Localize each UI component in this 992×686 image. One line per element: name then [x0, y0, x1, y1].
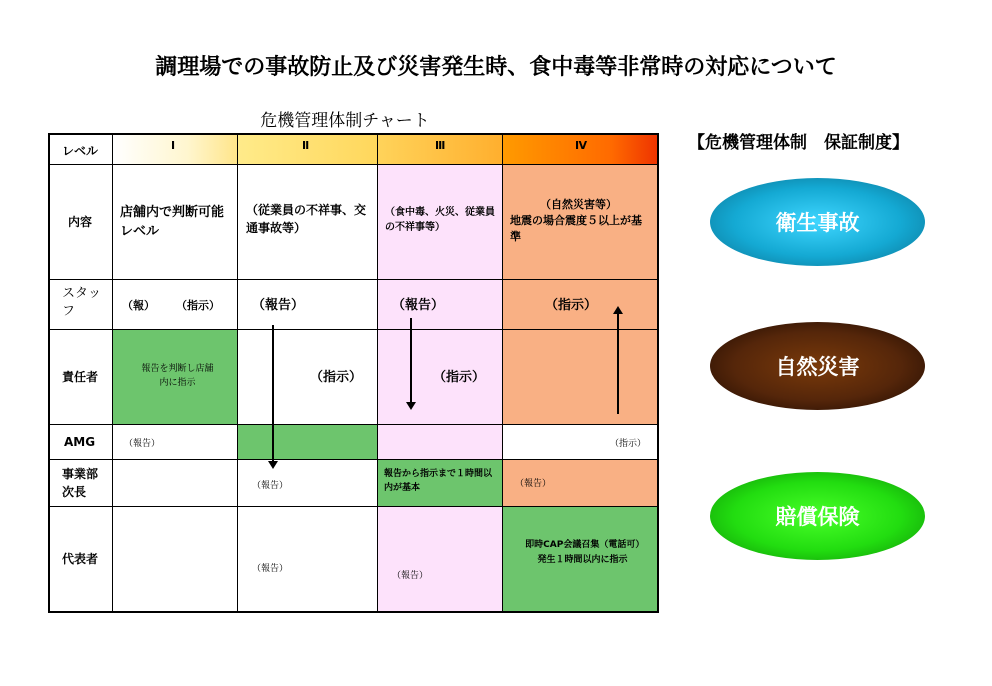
- rep-l2-text: （報告）: [252, 564, 289, 574]
- level-4-label: Ⅳ: [575, 139, 588, 152]
- content-l4-text-a: （自然災害等）: [540, 198, 617, 211]
- header-level-1: [113, 133, 238, 165]
- content-l4-text-b: 地震の場合震度５以上が基準: [510, 214, 642, 243]
- amg-l1-text: （報告）: [124, 439, 161, 449]
- rep-label: 代表者: [62, 552, 99, 566]
- manager-l4: [503, 330, 659, 425]
- page-title: 調理場での事故防止及び災害発生時、食中毒等非常時の対応について: [155, 55, 837, 80]
- staff-l4-text: （指示）: [545, 298, 598, 313]
- rep-l3: [378, 507, 503, 613]
- manager-l3-text: （指示）: [433, 370, 486, 385]
- dept-label: 事業部次長: [62, 467, 99, 499]
- arrow-down-l3: [410, 318, 412, 404]
- staff-l2-text: （報告）: [252, 298, 305, 313]
- rep-l3-text: （報告）: [392, 571, 429, 581]
- amg-l2: [238, 425, 378, 460]
- arrow-down-l2: [272, 325, 274, 463]
- amg-l4-text: （指示）: [610, 439, 647, 449]
- amg-l3: [378, 425, 503, 460]
- arrow-up-l4: [617, 312, 619, 414]
- dept-l3-text: 報告から指示まで１時間以内が基本: [384, 469, 493, 493]
- manager-l2-text: （指示）: [310, 370, 363, 385]
- dept-l4-text: （報告）: [515, 479, 552, 489]
- content-l1-text: 店舗内で判断可能レベル: [120, 205, 225, 239]
- staff-l3-text: （報告）: [392, 298, 445, 313]
- side-heading: 【危機管理体制 保証制度】: [688, 133, 909, 153]
- content-l3-text: （食中毒、火災、従業員の不祥事等）: [385, 207, 495, 233]
- oval-natural-disaster: 自然災害: [710, 322, 925, 410]
- staff-label: スタッフ: [62, 286, 102, 319]
- level-1-label: Ⅰ: [171, 139, 176, 152]
- oval-liability-insurance: 賠償保険: [710, 472, 925, 560]
- manager-label: 責任者: [62, 370, 99, 384]
- chart-subtitle: 危機管理体制チャート: [260, 111, 430, 131]
- manager-l1-text: 報告を判断し店舗内に指示: [141, 364, 214, 388]
- level-3-label: Ⅲ: [435, 139, 446, 152]
- rep-l2: [238, 507, 378, 613]
- staff-l1-report: （報）: [122, 299, 155, 312]
- level-2-label: Ⅱ: [302, 139, 310, 152]
- dept-l2-text: （報告）: [252, 481, 289, 491]
- oval-hygiene-accident: 衛生事故: [710, 178, 925, 266]
- rep-l4-text: 即時CAP会議召集（電話可）発生１時間以内に指示: [525, 540, 640, 565]
- amg-label: AMG: [64, 435, 96, 449]
- content-l2-text: （従業員の不祥事、交通事故等）: [246, 203, 367, 235]
- content-label: 内容: [68, 215, 93, 229]
- header-level-label: レベル: [62, 144, 99, 158]
- staff-l1-instruct: （指示）: [176, 299, 220, 312]
- rep-l1: [113, 507, 238, 613]
- dept-l1: [113, 460, 238, 507]
